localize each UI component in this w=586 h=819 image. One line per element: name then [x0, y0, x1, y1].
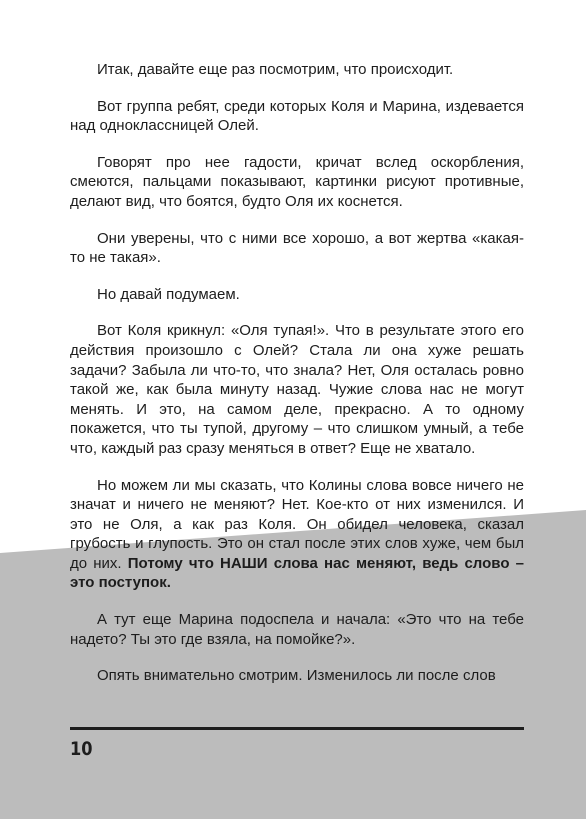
paragraph-6-text: Вот Коля крикнул: «Оля тупая!». Что в результате этого его действия произошло с Олей? Стала ли она хуже решать задачи? Забыла ли что-то, что знала? Нет, Оля осталась ровно такой же, как была минуту назад. Чужие слова нас не могут менять. И это, на самом деле, прекрасно. А то одному покажется, что ты тупой, другому – что слишком умный, а тебе что, каждый раз сразу меняться в ответ? Еще не хватало.: [70, 322, 524, 457]
paragraph-7-text: Но можем ли мы сказать, что Колины слова вовсе ничего не значат и ничего не меняют? Нет. Кое-кто от них изменился. И это не Оля, а как раз Коля. Он обидел человека, сказал грубость и глупость. Это он стал после этих слов хуже, чем был до них.: [70, 476, 524, 572]
paragraph-4-text: Они уверены, что с ними все хорошо, а вот жертва «какая-то не такая».: [70, 229, 524, 267]
paragraph-1-text: Итак, давайте еще раз посмотрим, что происходит.: [97, 61, 454, 78]
paragraph-2: [70, 97, 524, 136]
paragraph-4: [70, 229, 524, 268]
paragraph-9-text: Опять внимательно смотрим. Изменилось ли после слов: [97, 667, 496, 685]
paragraph-8-text: А тут еще Марина подоспела и начала: «Это что на тебе надето? Ты это где взяла, на помойке?».: [70, 611, 524, 648]
paragraph-1: [70, 60, 524, 80]
paragraph-6: [70, 321, 524, 458]
paragraph-9: [70, 666, 524, 686]
paragraph-7-bold-text: Потому что НАШИ слова нас меняют, ведь слово – это поступок.: [70, 554, 524, 592]
paragraph-5-text: Но давай подумаем.: [97, 285, 240, 303]
page-body: [70, 60, 524, 703]
paragraph-3: [70, 153, 524, 212]
paragraph-3-text: Говорят про нее гадости, кричат вслед оскорбления, смеются, пальцами показывают, картинки рисуют противные, делают вид, что боятся, будто Оля их коснется.: [70, 153, 524, 210]
paragraph-7: [70, 476, 524, 594]
paragraph-8: [70, 610, 524, 649]
paragraph-2-text: Вот группа ребят, среди которых Коля и Марина, издевается над одноклассницей Олей.: [70, 97, 524, 135]
page-number: 10: [70, 738, 93, 760]
paragraph-5: [70, 285, 524, 305]
footer-divider: [70, 727, 524, 730]
